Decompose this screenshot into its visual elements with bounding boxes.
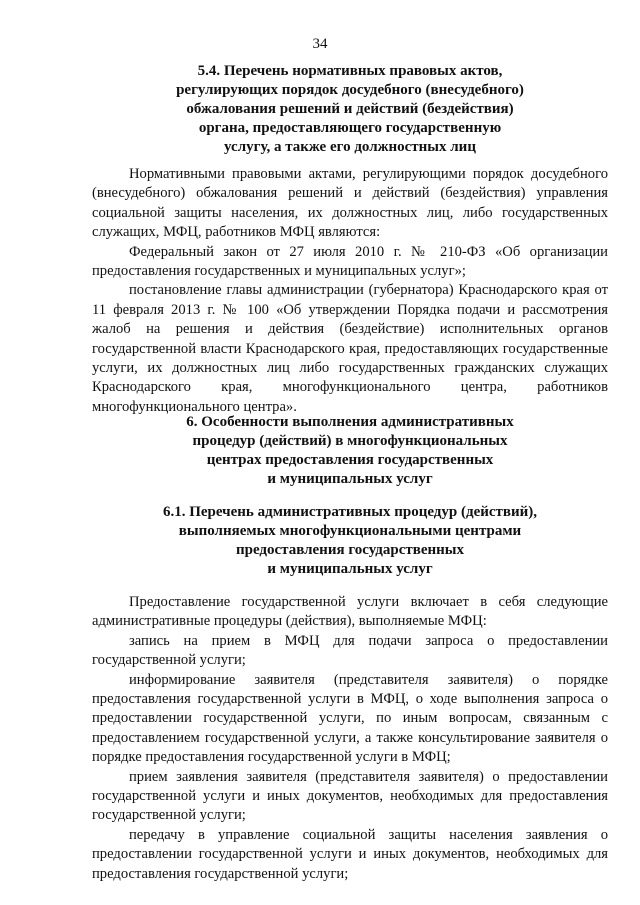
heading-line: регулирующих порядок досудебного (внесудебного) (176, 82, 524, 98)
paragraph: Федеральный закон от 27 июля 2010 г. № 210-ФЗ «Об организации предоставления государственных и муниципальных услуг»; (92, 243, 608, 280)
section-6-1-heading (92, 503, 608, 579)
heading-line: и муниципальных услуг (267, 561, 433, 577)
paragraph: прием заявления заявителя (представителя заявителя) о предоставлении государственной услуги и иных документов, необходимых для предоставления государственной услуги; (92, 768, 608, 824)
page-number: 34 (312, 36, 328, 52)
paragraph: запись на прием в МФЦ для подачи запроса о предоставлении государственной услуги; (92, 632, 608, 669)
heading-line: обжалования решений и действий (бездействия) (186, 101, 514, 117)
paragraph: постановление главы администрации (губернатора) Краснодарского края от 11 февраля 2013 г. № 100 «Об утверждении Порядка подачи и рассмотрения жалоб на решения и действия (бездействие) исполнительных органов государственной власти Краснодарского края, предоставляющих государственные услуги, их должностных лиц либо государственных гражданских служащих Краснодарского края, многофункционального центра, работников многофункционального центра». (92, 282, 608, 415)
heading-line: предоставления государственных (235, 542, 465, 558)
heading-line: 5.4. Перечень нормативных правовых актов, (197, 63, 503, 79)
section-6-heading (92, 413, 608, 489)
heading-line: процедур (действий) в многофункциональных (192, 433, 508, 449)
heading-line: выполняемых многофункциональными центрами (178, 523, 522, 539)
paragraph: Нормативными правовыми актами, регулирующими порядок досудебного (внесудебного) обжалования решений и действий (бездействия) управления социальной защиты населения, их должностных лиц, либо государственных служащих, МФЦ, работников МФЦ являются: (92, 166, 608, 241)
paragraph: информирование заявителя (представителя заявителя) о порядке предоставления государственной услуги в МФЦ, о ходе выполнения запроса о предоставлении государственной услуги, по иным вопросам, связанным с предоставлением государственной услуги, а также консультирование заявителя о порядке предоставления государственной услуги в МФЦ; (92, 671, 608, 766)
heading-line: 6.1. Перечень административных процедур (действий), (162, 504, 538, 520)
heading-line: 6. Особенности выполнения административных (186, 414, 514, 430)
heading-line: органа, предоставляющего государственную (198, 120, 502, 136)
heading-line: и муниципальных услуг (267, 471, 433, 487)
heading-line: центрах предоставления государственных (206, 452, 494, 468)
section-6-1-body (92, 593, 608, 884)
section-5-4-heading (92, 62, 608, 157)
heading-line: услугу, а также его должностных лиц (224, 139, 476, 155)
section-5-4-body (92, 165, 608, 417)
paragraph: передачу в управление социальной защиты населения заявления о предоставлении государственной услуги и иных документов, необходимых для предоставления государственной услуги; (92, 826, 608, 882)
paragraph: Предоставление государственной услуги включает в себя следующие административные процедуры (действия), выполняемые МФЦ: (92, 594, 608, 630)
